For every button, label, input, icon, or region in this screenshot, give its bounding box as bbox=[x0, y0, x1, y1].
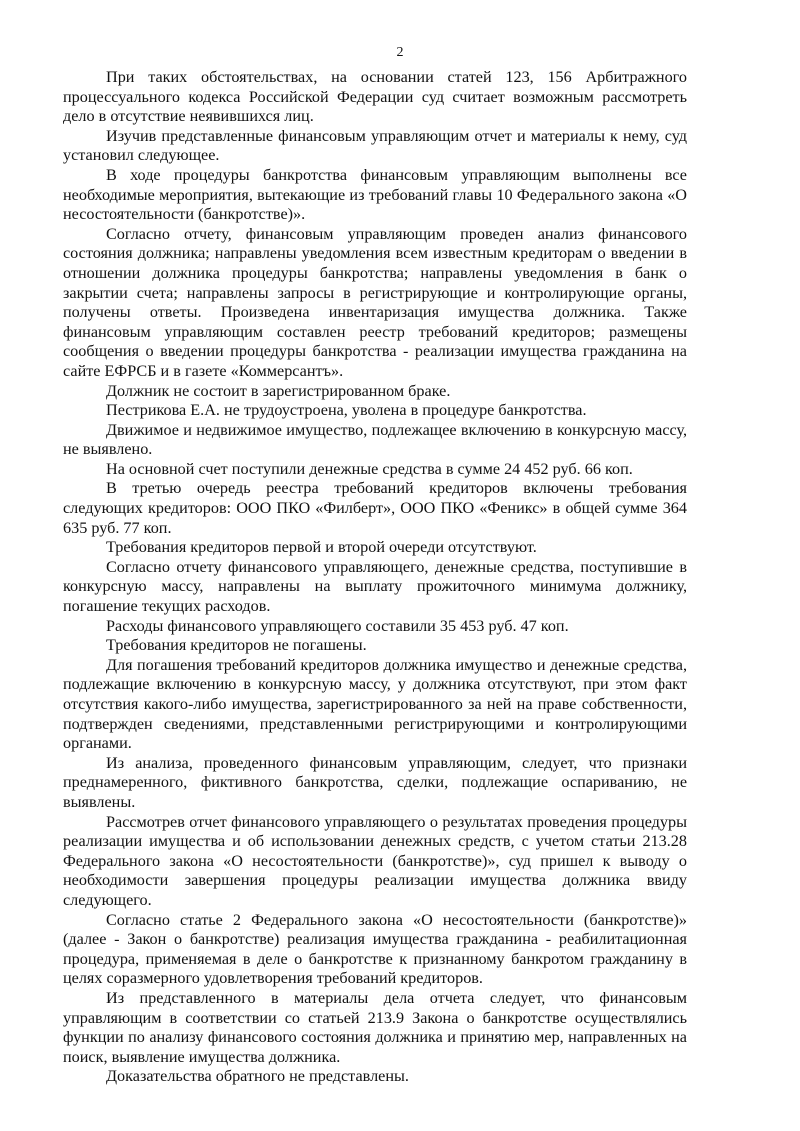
paragraph: Пестрикова Е.А. не трудоустроена, уволена в процедуре банкротства. bbox=[106, 401, 587, 420]
paragraph: В третью очередь реестра требований кредиторов включены требования следующих кредиторов: ООО ПКО «Филберт», ООО ПКО «Феникс» в общей сумме 364 635 руб. 77 коп. bbox=[63, 479, 687, 537]
paragraph: В ходе процедуры банкротства финансовым управляющим выполнены все необходимые мероприятия, вытекающие из требований главы 10 Федерального закона «О несостоятельности (банкротстве)». bbox=[63, 165, 687, 224]
paragraph: При таких обстоятельствах, на основании статей 123, 156 Арбитражного процессуального кодекса Российской Федерации суд считает возможным рассмотреть дело в отсутствие неявившихся лиц. bbox=[63, 68, 687, 126]
paragraph: На основной счет поступили денежные средства в сумме 24 452 руб. 66 коп. bbox=[106, 459, 633, 478]
page-number: 2 bbox=[396, 45, 404, 60]
paragraph: Согласно отчету, финансовым управляющим проведен анализ финансового состояния должника; направлены уведомления всем известным кредиторам о введении в отношении должника процедуры банкротства; направлены уведомления в банк о закрытии счета; направлены запросы в регистрирующие и контролирующие органы, получены ответы. Произведена инвентаризация имущества должника. Также финансовым управляющим составлен реестр требований кредиторов; размещены сообщения о введении процедуры банкротства - реализации имущества гражданина на сайте ЕФРСБ и в газете «Коммерсантъ». bbox=[63, 224, 687, 380]
paragraph: Для погашения требований кредиторов должника имущество и денежные средства, подлежащие включению в конкурсную массу, у должника отсутствуют, при этом факт отсутствия какого-либо имущества, зарегистрированного за ней на праве собственности, подтвержден сведениями, представленными регистрирующими и контролирующими органами. bbox=[63, 655, 687, 753]
paragraph: Согласно статье 2 Федерального закона «О несостоятельности (банкротстве)» (далее - Закон о банкротстве) реализация имущества гражданина - реабилитационная процедура, применяемая в деле о банкротстве к признанному банкротом гражданину в целях соразмерного удовлетворения требований кредиторов. bbox=[63, 910, 687, 988]
paragraph: Требования кредиторов не погашены. bbox=[106, 636, 367, 655]
paragraph: Согласно отчету финансового управляющего, денежные средства, поступившие в конкурсную массу, направлены на выплату прожиточного минимума должнику, погашение текущих расходов. bbox=[63, 557, 687, 616]
document-body bbox=[63, 68, 687, 1087]
paragraph: Из представленного в материалы дела отчета следует, что финансовым управляющим в соответствии со статьей 213.9 Закона о банкротстве осуществлялись функции по анализу финансового состояния должника и принятию мер, направленных на поиск, выявление имущества должника. bbox=[63, 988, 687, 1066]
paragraph: Должник не состоит в зарегистрированном браке. bbox=[106, 381, 451, 400]
paragraph: Доказательства обратного не представлены. bbox=[106, 1067, 409, 1086]
paragraph: Расходы финансового управляющего составили 35 453 руб. 47 коп. bbox=[106, 616, 569, 635]
paragraph: Изучив представленные финансовым управляющим отчет и материалы к нему, суд установил следующее. bbox=[63, 126, 687, 165]
paragraph: Требования кредиторов первой и второй очереди отсутствуют. bbox=[106, 538, 537, 557]
paragraph: Из анализа, проведенного финансовым управляющим, следует, что признаки преднамеренного, фиктивного банкротства, сделки, подлежащие оспариванию, не выявлены. bbox=[63, 753, 687, 811]
paragraph: Рассмотрев отчет финансового управляющего о результатах проведения процедуры реализации имущества и об использовании денежных средств, с учетом статьи 213.28 Федерального закона «О несостоятельности (банкротстве)», суд пришел к выводу о необходимости завершения процедуры реализации имущества должника ввиду следующего. bbox=[63, 812, 687, 909]
paragraph: Движимое и недвижимое имущество, подлежащее включению в конкурсную массу, не выявлено. bbox=[63, 420, 687, 459]
